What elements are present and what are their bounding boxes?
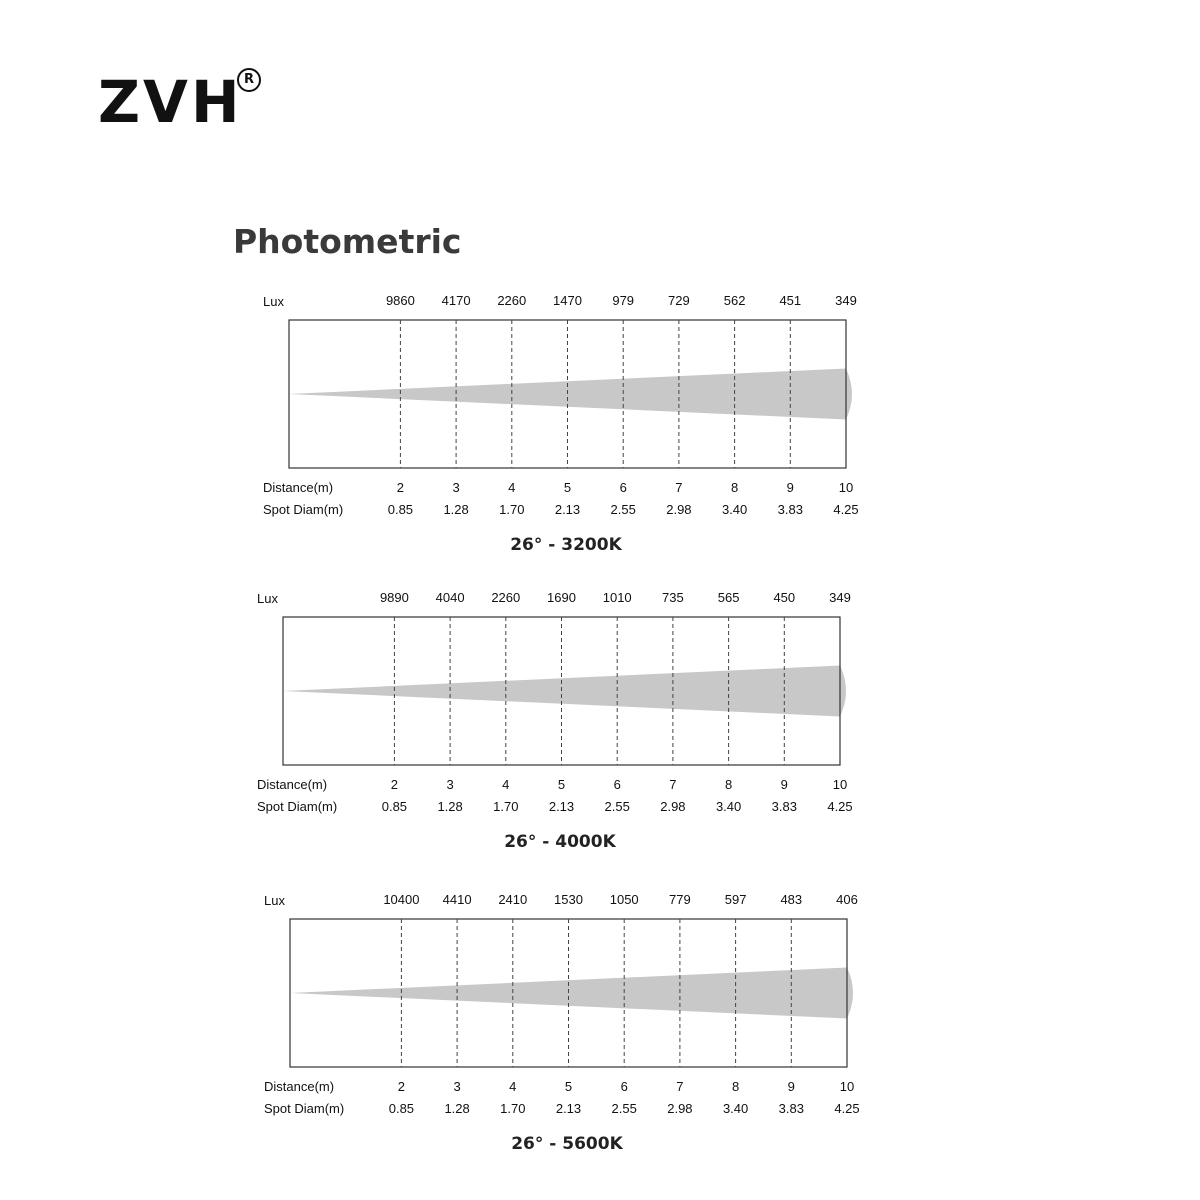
spot-diameter-value: 1.28 — [444, 1101, 470, 1116]
lux-value: 349 — [835, 293, 857, 308]
spot-diameter-value: 4.25 — [834, 1101, 860, 1116]
distance-row-label: Distance(m) — [264, 1079, 335, 1094]
spot-diameter-value: 3.83 — [771, 799, 797, 814]
distance-value: 8 — [730, 480, 739, 495]
registered-trademark-mark: R — [237, 68, 261, 92]
distance-row-label: Distance(m) — [257, 777, 328, 792]
lux-value: 565 — [717, 590, 740, 605]
page-title: Photometric — [233, 222, 462, 261]
spot-diameter-value: 3.40 — [721, 502, 748, 517]
lux-value: 2410 — [498, 892, 528, 907]
distance-value: 8 — [724, 777, 733, 792]
distance-value: 10 — [832, 777, 848, 792]
lux-row-label: Lux — [263, 294, 284, 309]
distance-value: 6 — [620, 1079, 628, 1094]
lux-value: 2260 — [491, 590, 521, 605]
distance-value: 10 — [839, 1079, 855, 1094]
distance-value: 9 — [786, 480, 794, 495]
beam-diagram — [0, 886, 1200, 1166]
distance-value: 2 — [390, 777, 399, 792]
distance-value: 4 — [508, 480, 516, 495]
spot-diameter-value: 2.13 — [548, 799, 575, 814]
spot-diameter-value: 2.98 — [666, 502, 692, 517]
lux-value: 779 — [669, 892, 691, 907]
brand-logo: ZVH — [98, 68, 243, 136]
lux-value: 729 — [668, 293, 690, 308]
lux-value: 4040 — [435, 590, 465, 605]
spot-diameter-value: 3.40 — [722, 1101, 749, 1116]
spot-diameter-value: 2.55 — [604, 799, 630, 814]
lux-value: 2260 — [497, 293, 527, 308]
spot-diameter-value: 1.70 — [500, 1101, 526, 1116]
distance-value: 3 — [453, 1079, 461, 1094]
spot-diameter-value: 2.13 — [555, 1101, 582, 1116]
distance-value: 8 — [731, 1079, 740, 1094]
lux-value: 406 — [836, 892, 858, 907]
lux-value: 451 — [779, 293, 802, 308]
beam-cone — [290, 968, 853, 1019]
spot-diameter-value: 1.28 — [437, 799, 463, 814]
chart-title: 26° - 3200K — [510, 535, 622, 555]
lux-value: 562 — [723, 293, 746, 308]
distance-value: 6 — [613, 777, 621, 792]
spot-diameter-value: 2.98 — [667, 1101, 693, 1116]
lux-value: 1690 — [547, 590, 576, 605]
lux-value: 450 — [773, 590, 796, 605]
distance-value: 5 — [564, 1079, 573, 1094]
spot-diameter-value: 0.85 — [388, 1101, 415, 1116]
spot-diameter-value: 4.25 — [833, 502, 859, 517]
lux-value: 979 — [612, 293, 635, 308]
spot-diameter-value: 2.13 — [554, 502, 581, 517]
spot-diameter-value: 4.25 — [827, 799, 853, 814]
spot-diameter-value: 1.28 — [443, 502, 469, 517]
photometric-chart-4000k — [0, 584, 1200, 864]
spot-diameter-value: 2.98 — [660, 799, 686, 814]
lux-value: 1050 — [609, 892, 639, 907]
spot-diameter-value: 0.85 — [387, 502, 414, 517]
spot-diameter-row-label: Spot Diam(m) — [257, 799, 338, 814]
chart-title: 26° - 5600K — [511, 1134, 623, 1154]
distance-value: 4 — [502, 777, 510, 792]
lux-value: 349 — [829, 590, 851, 605]
distance-value: 10 — [838, 480, 854, 495]
distance-value: 3 — [446, 777, 454, 792]
lux-row-label: Lux — [264, 893, 285, 908]
lux-value: 9860 — [385, 293, 415, 308]
lux-value: 10400 — [383, 892, 420, 907]
lux-value: 4170 — [441, 293, 471, 308]
spot-diameter-value: 3.40 — [715, 799, 742, 814]
beam-cone — [289, 369, 852, 420]
distance-value: 3 — [452, 480, 460, 495]
distance-value: 7 — [675, 480, 683, 495]
photometric-chart-3200k — [0, 287, 1200, 567]
lux-value: 4410 — [442, 892, 472, 907]
distance-value: 5 — [563, 480, 572, 495]
lux-value: 735 — [662, 590, 684, 605]
distance-row-label: Distance(m) — [263, 480, 334, 495]
lux-value: 1470 — [553, 293, 582, 308]
spot-diameter-value: 1.70 — [493, 799, 519, 814]
lux-value: 1010 — [602, 590, 632, 605]
chart-title: 26° - 4000K — [504, 832, 616, 852]
lux-row-label: Lux — [257, 591, 278, 606]
spot-diameter-row-label: Spot Diam(m) — [263, 502, 344, 517]
spot-diameter-value: 0.85 — [381, 799, 408, 814]
distance-value: 7 — [669, 777, 677, 792]
spot-diameter-value: 2.55 — [611, 1101, 637, 1116]
distance-value: 2 — [396, 480, 405, 495]
distance-value: 9 — [787, 1079, 795, 1094]
beam-diagram — [0, 287, 1200, 567]
distance-value: 6 — [619, 480, 627, 495]
spot-diameter-value: 1.70 — [499, 502, 525, 517]
spot-diameter-row-label: Spot Diam(m) — [264, 1101, 345, 1116]
distance-value: 2 — [397, 1079, 406, 1094]
beam-cone — [283, 666, 846, 717]
distance-value: 7 — [676, 1079, 684, 1094]
spot-diameter-value: 2.55 — [610, 502, 636, 517]
spot-diameter-value: 3.83 — [778, 1101, 804, 1116]
photometric-chart-5600k — [0, 886, 1200, 1166]
distance-value: 9 — [780, 777, 788, 792]
beam-diagram — [0, 584, 1200, 864]
lux-value: 483 — [780, 892, 803, 907]
spot-diameter-value: 3.83 — [777, 502, 803, 517]
lux-value: 1530 — [554, 892, 583, 907]
distance-value: 5 — [557, 777, 566, 792]
distance-value: 4 — [509, 1079, 517, 1094]
lux-value: 597 — [724, 892, 747, 907]
lux-value: 9890 — [379, 590, 409, 605]
